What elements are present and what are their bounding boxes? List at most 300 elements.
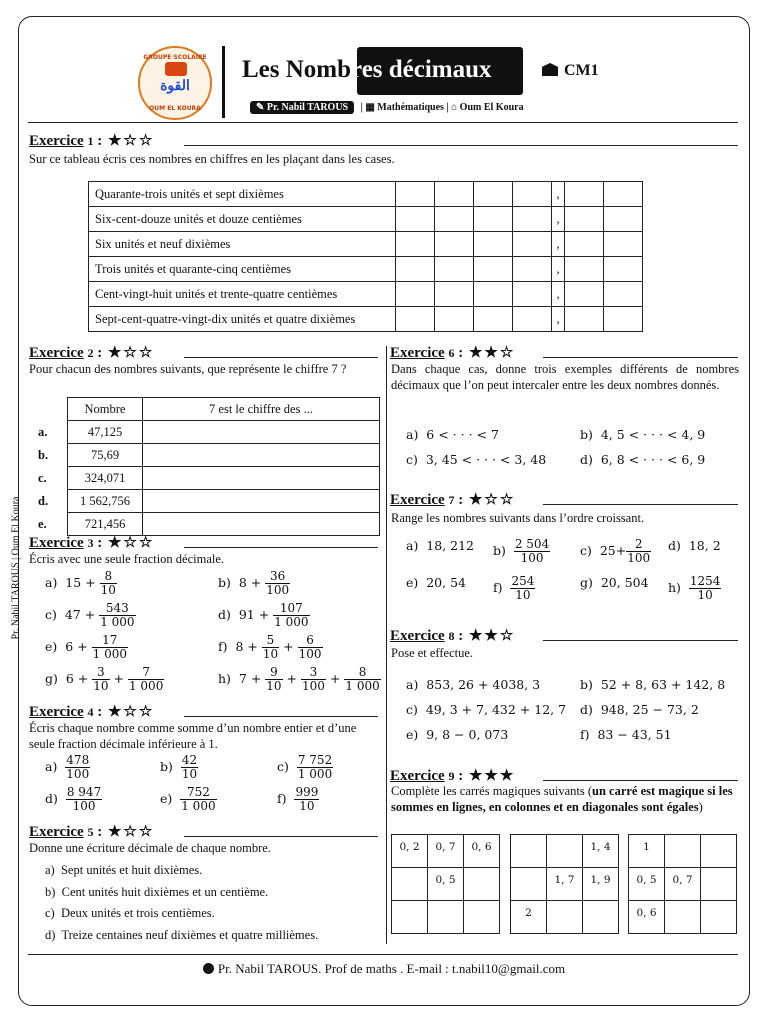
item-label: b)	[493, 543, 506, 558]
square-cell: 1, 4	[583, 835, 619, 868]
numerator: 36	[270, 569, 286, 583]
digit-cell[interactable]	[513, 232, 552, 257]
item-label: g)	[580, 575, 593, 590]
fraction	[180, 786, 216, 813]
ex1-row-label: Six unités et neuf dixièmes	[89, 232, 396, 257]
ex3-item-h	[218, 666, 381, 693]
colon: :	[458, 345, 464, 361]
magic-square-3	[628, 834, 737, 934]
ex7-item-h	[668, 575, 721, 602]
ex1-row	[89, 307, 643, 332]
item-label: c)	[45, 607, 57, 622]
item-text: Cent unités huit dixièmes et un centième.	[61, 884, 269, 899]
digit-cell[interactable]	[565, 257, 604, 282]
fraction	[265, 570, 290, 597]
star-full-icon: ★	[468, 345, 483, 361]
ex9-instruction	[391, 784, 739, 815]
colon: :	[458, 492, 464, 508]
digit-cell[interactable]	[435, 307, 474, 332]
item-expression: 853, 26 + 4038, 3	[426, 677, 541, 692]
ex7-item-a	[406, 538, 474, 553]
author-pill: ✎ Pr. Nabil TAROUS	[250, 101, 354, 114]
item-label: g)	[45, 671, 58, 686]
row-letter: d.	[38, 493, 49, 508]
item-expression: 948, 25 − 73, 2	[600, 702, 699, 717]
ex1-row-label: Quarante-trois unités et sept dixièmes	[89, 182, 396, 207]
item-label: c)	[277, 759, 289, 774]
item-expression: 6, 8 < · · · < 6, 9	[600, 452, 706, 467]
numerator: 752	[186, 785, 210, 799]
ex8-item	[406, 727, 508, 742]
integer-part: 7 +	[238, 671, 262, 686]
square-row	[392, 835, 500, 868]
ex3-item-d	[218, 602, 310, 629]
item-label: c)	[580, 543, 592, 558]
fraction	[297, 754, 333, 781]
ex3-heading	[29, 533, 152, 552]
digit-cell[interactable]	[513, 307, 552, 332]
item-label: d)	[668, 538, 681, 553]
item-label: a)	[45, 575, 58, 590]
item-label: d)	[580, 702, 593, 717]
denominator: 100	[298, 647, 322, 661]
row-letter: a.	[38, 424, 48, 439]
plus-sign: +	[283, 639, 294, 654]
item-label: d)	[45, 927, 56, 942]
digit-cell[interactable]	[565, 232, 604, 257]
square-cell-empty[interactable]	[392, 901, 428, 934]
ex2-table	[28, 397, 380, 536]
star-empty-icon: ☆	[138, 535, 153, 551]
digit-cell[interactable]	[565, 282, 604, 307]
ex4-number: 4	[87, 705, 94, 719]
row-letter: e.	[38, 516, 47, 531]
ex8-item	[406, 677, 540, 692]
item-label: c)	[406, 452, 418, 467]
item-label: h)	[668, 580, 681, 595]
denominator: 10	[266, 679, 282, 693]
digit-cell[interactable]	[474, 182, 513, 207]
numerator: 8	[358, 665, 367, 679]
ex8-word: Exercice	[390, 628, 445, 644]
logo-top-text: GROUPE SCOLAIRE	[143, 54, 207, 61]
fraction	[92, 666, 109, 693]
ex3-rule	[184, 547, 378, 548]
column-divider	[386, 346, 387, 944]
col-header-desc: 7 est le chiffre des ...	[143, 398, 380, 421]
denominator: 1 000	[274, 615, 309, 629]
item-label: a)	[45, 759, 58, 774]
ex6-item	[580, 452, 705, 467]
ex8-number: 8	[448, 629, 455, 643]
ex9-word: Exercice	[390, 768, 445, 784]
digit-cell[interactable]	[435, 257, 474, 282]
item-label: h)	[218, 671, 231, 686]
square-cell: 0, 6	[464, 835, 500, 868]
fraction	[344, 666, 380, 693]
denominator: 1 000	[345, 679, 380, 693]
denominator: 100	[266, 583, 290, 597]
square-cell-empty[interactable]	[701, 901, 737, 934]
ex7-instruction: Range les nombres suivants dans l’ordre croissant.	[391, 511, 645, 525]
side-label	[6, 462, 26, 674]
star-empty-icon: ☆	[123, 535, 137, 551]
magic-square-1	[391, 834, 500, 934]
ex7-heading	[390, 490, 513, 509]
integer-part: 8 +	[238, 575, 262, 590]
colon: :	[97, 535, 103, 551]
instruction-bold: un carré est magique si les sommes en lignes, en colonnes et en diagonales sont égales	[391, 784, 733, 814]
star-empty-icon: ☆	[123, 133, 137, 149]
item-expression: 4, 5 < · · · < 4, 9	[600, 427, 706, 442]
digit-cell[interactable]	[435, 232, 474, 257]
digit-cell[interactable]	[396, 257, 435, 282]
comma-cell: ,	[552, 182, 565, 207]
level-text: CM1	[564, 62, 599, 79]
plus-sign: +	[329, 671, 341, 686]
denominator: 100	[627, 551, 651, 565]
logo-bottom-text: OUM EL KOURA	[149, 105, 201, 112]
square-cell-empty[interactable]	[511, 835, 547, 868]
fraction	[262, 634, 279, 661]
digit-cell[interactable]	[396, 207, 435, 232]
ex4-heading	[29, 702, 152, 721]
calculator-icon: ▦	[365, 102, 375, 113]
ex3-word: Exercice	[29, 535, 84, 551]
reader-icon	[542, 63, 558, 76]
item-label: d)	[218, 607, 231, 622]
page-title	[242, 56, 492, 84]
item-label: f)	[493, 580, 503, 595]
integer-part: 6 +	[65, 671, 89, 686]
ex1-row-label: Trois unités et quarante-cinq centièmes	[89, 257, 396, 282]
digit-cell[interactable]	[474, 257, 513, 282]
star-full-icon: ★	[107, 824, 122, 840]
ex3-instruction: Écris avec une seule fraction décimale.	[29, 552, 225, 566]
square-cell-empty[interactable]	[511, 868, 547, 901]
denominator: 10	[262, 647, 279, 661]
answer-cell[interactable]	[143, 467, 380, 490]
denominator: 10	[294, 799, 319, 813]
denominator: 10	[689, 588, 722, 602]
magic-square-2	[510, 834, 619, 934]
ex2-header-row	[28, 398, 380, 421]
ex1-row	[89, 207, 643, 232]
fraction	[273, 602, 309, 629]
colon: :	[97, 133, 103, 149]
square-cell-empty[interactable]	[701, 835, 737, 868]
digit-cell[interactable]	[435, 207, 474, 232]
ex1-row	[89, 182, 643, 207]
ex4-item	[45, 754, 90, 781]
item-label: e)	[160, 791, 173, 806]
school-text: Oum El Koura	[459, 102, 524, 113]
item-label: a)	[45, 863, 55, 877]
digit-cell[interactable]	[513, 257, 552, 282]
plus-sign: +	[286, 671, 298, 686]
fraction	[689, 575, 722, 602]
ex1-row-label: Six-cent-douze unités et douze centièmes	[89, 207, 396, 232]
item-label: a)	[406, 538, 419, 553]
square-cell-empty[interactable]	[665, 835, 701, 868]
row-letter: c.	[38, 470, 47, 485]
item-label: f)	[218, 639, 228, 654]
ex4-instruction: Écris chaque nombre comme somme d’un nombre entier et d’une seule fraction décimale inférieure à 1.	[29, 721, 357, 751]
ex3-item-g	[45, 666, 164, 693]
value: 18, 2	[688, 538, 721, 553]
ex8-heading	[390, 626, 513, 645]
digit-cell[interactable]	[565, 307, 604, 332]
ex7-item-c	[580, 538, 651, 565]
digit-cell[interactable]	[513, 207, 552, 232]
digit-cell[interactable]	[513, 282, 552, 307]
fraction	[294, 786, 319, 813]
ex2-row	[28, 444, 380, 467]
square-cell-empty[interactable]	[583, 901, 619, 934]
separator: |	[360, 102, 363, 113]
numerator: 3	[309, 665, 318, 679]
denominator: 1 000	[297, 767, 333, 781]
colon: :	[97, 345, 103, 361]
item-label: b)	[45, 884, 56, 899]
item-label: e)	[406, 575, 419, 590]
numerator: 3	[97, 665, 105, 679]
numerator: 5	[266, 633, 275, 647]
digit-cell[interactable]	[604, 307, 643, 332]
digit-cell[interactable]	[474, 207, 513, 232]
fraction	[298, 634, 323, 661]
square-cell-empty[interactable]	[428, 901, 464, 934]
ex1-instruction: Sur ce tableau écris ces nombres en chiffres en les plaçant dans les cases.	[29, 152, 395, 166]
row-number: 324,071	[68, 467, 143, 490]
denominator: 100	[66, 767, 90, 781]
ex4-item	[277, 754, 333, 781]
square-cell-empty[interactable]	[701, 868, 737, 901]
square-cell-empty[interactable]	[547, 835, 583, 868]
numerator: 17	[102, 633, 118, 647]
answer-cell[interactable]	[143, 444, 380, 467]
fraction	[510, 575, 535, 602]
digit-cell[interactable]	[435, 282, 474, 307]
digit-cell[interactable]	[604, 232, 643, 257]
ex1-table	[88, 181, 643, 332]
ex5-heading	[29, 822, 152, 841]
denominator: 1 000	[100, 615, 135, 629]
fraction	[100, 570, 117, 597]
item-label: d)	[45, 791, 58, 806]
ex4-item	[45, 786, 102, 813]
numerator: 543	[105, 601, 129, 615]
square-row	[629, 868, 737, 901]
ex1-word: Exercice	[29, 133, 84, 149]
denominator: 100	[302, 679, 325, 693]
digit-cell[interactable]	[396, 182, 435, 207]
star-empty-icon: ☆	[138, 345, 153, 361]
fraction	[65, 754, 90, 781]
value: 20, 54	[426, 575, 466, 590]
integer-part: 8 +	[235, 639, 258, 654]
digit-cell[interactable]	[396, 307, 435, 332]
ex4-word: Exercice	[29, 704, 84, 720]
copyright-icon	[203, 963, 214, 974]
ex2-rule	[184, 357, 378, 358]
col-header-nombre: Nombre	[68, 398, 143, 421]
star-empty-icon: ☆	[138, 824, 153, 840]
item-expression: 6 < · · · < 7	[426, 427, 499, 442]
item-label: b)	[580, 677, 593, 692]
integer-part: 15 +	[65, 575, 96, 590]
ex3-number: 3	[87, 536, 94, 550]
ex2-row	[28, 490, 380, 513]
level-badge	[542, 62, 599, 80]
digit-cell[interactable]	[604, 207, 643, 232]
side-label-text: Pr. Nabil TAROUS | Oum El Koura	[10, 496, 22, 640]
answer-cell[interactable]	[143, 421, 380, 444]
star-full-icon: ★	[468, 628, 483, 644]
fraction	[128, 666, 164, 693]
school-logo	[138, 46, 212, 120]
integer-part: 25+	[599, 543, 627, 558]
item-expression: 9, 8 − 0, 073	[426, 727, 509, 742]
digit-cell[interactable]	[474, 232, 513, 257]
row-number: 75,69	[68, 444, 143, 467]
denominator: 10	[93, 679, 109, 693]
item-label: c)	[45, 906, 55, 920]
digit-cell[interactable]	[565, 182, 604, 207]
star-empty-icon: ☆	[123, 345, 137, 361]
ex5-item	[45, 927, 318, 943]
answer-cell[interactable]	[143, 490, 380, 513]
ex2-word: Exercice	[29, 345, 84, 361]
star-full-icon: ★	[468, 492, 483, 508]
square-row	[629, 835, 737, 868]
square-cell-empty[interactable]	[665, 901, 701, 934]
ex8-rule	[543, 640, 738, 641]
square-row	[392, 901, 500, 934]
square-row	[511, 835, 619, 868]
ex5-word: Exercice	[29, 824, 84, 840]
square-cell: 0, 6	[629, 901, 665, 934]
star-full-icon: ★	[107, 133, 122, 149]
ex5-item	[45, 862, 202, 878]
ex6-instruction: Dans chaque cas, donne trois exemples différents de nombres décimaux que l’on peut intercaler entre les deux nombres donnés.	[391, 362, 739, 392]
digit-cell[interactable]	[565, 207, 604, 232]
denominator: 1 000	[92, 647, 127, 661]
digit-cell[interactable]	[474, 282, 513, 307]
ex8-instruction: Pose et effectue.	[391, 646, 474, 660]
denominator: 100	[66, 799, 102, 813]
value: 20, 504	[600, 575, 649, 590]
digit-cell[interactable]	[604, 257, 643, 282]
star-empty-icon: ☆	[123, 824, 137, 840]
item-label: b)	[580, 427, 593, 442]
fraction	[66, 786, 102, 813]
ex8-item	[406, 702, 566, 717]
square-cell-empty[interactable]	[464, 868, 500, 901]
digit-cell[interactable]	[604, 282, 643, 307]
ex9-number: 9	[448, 769, 455, 783]
ex5-rule	[184, 836, 378, 837]
ex7-item-e	[406, 575, 466, 590]
item-expression: 49, 3 + 7, 432 + 12, 7	[425, 702, 567, 717]
ex1-row	[89, 232, 643, 257]
colon: :	[458, 768, 464, 784]
ex6-word: Exercice	[390, 345, 445, 361]
ex2-row	[28, 467, 380, 490]
star-full-icon: ★	[499, 768, 514, 784]
answer-cell[interactable]	[143, 513, 380, 536]
title-part-2: res décimaux	[351, 56, 492, 83]
fraction	[301, 666, 326, 693]
numerator: 2 504	[514, 537, 550, 551]
instruction-text: Complète les carrés magiques suivants (	[391, 784, 592, 798]
ex1-heading	[29, 131, 152, 150]
integer-part: 47 +	[64, 607, 96, 622]
square-cell-empty[interactable]	[392, 868, 428, 901]
denominator: 1 000	[181, 799, 216, 813]
ex1-row-label: Sept-cent-quatre-vingt-dix unités et quatre dixièmes	[89, 307, 396, 332]
ex3-item-e	[45, 634, 128, 661]
school-icon: ⌂	[451, 102, 458, 113]
digit-cell[interactable]	[604, 182, 643, 207]
ex7-item-f	[493, 575, 535, 602]
ex5-item	[45, 884, 268, 900]
row-number: 1 562,756	[68, 490, 143, 513]
ex1-row-label: Cent-vingt-huit unités et trente-quatre centièmes	[89, 282, 396, 307]
numerator: 1254	[689, 574, 721, 588]
footer	[0, 961, 768, 977]
subject-text: Mathématiques	[377, 102, 444, 113]
digit-cell[interactable]	[513, 182, 552, 207]
ex4-item	[160, 754, 198, 781]
ex6-heading	[390, 343, 513, 362]
ex2-heading	[29, 343, 152, 362]
footer-text: Pr. Nabil TAROUS. Prof de maths . E-mail : t.nabil10@gmail.com	[217, 961, 566, 976]
square-row	[629, 901, 737, 934]
ex3-item-f	[218, 634, 323, 661]
comma-cell: ,	[552, 232, 565, 257]
fraction	[626, 538, 651, 565]
ex7-item-g	[580, 575, 649, 590]
digit-cell[interactable]	[396, 282, 435, 307]
numerator: 7	[142, 665, 150, 679]
digit-cell[interactable]	[474, 307, 513, 332]
colon: :	[458, 628, 464, 644]
item-label: a)	[406, 677, 419, 692]
ex2-instruction: Pour chacun des nombres suivants, que représente le chiffre 7 ?	[29, 362, 347, 376]
square-cell-empty[interactable]	[547, 901, 583, 934]
digit-cell[interactable]	[435, 182, 474, 207]
ex1-row	[89, 282, 643, 307]
square-cell-empty[interactable]	[464, 901, 500, 934]
ex6-item	[406, 452, 546, 467]
square-cell: 0, 2	[392, 835, 428, 868]
integer-part: 6 +	[65, 639, 88, 654]
digit-cell[interactable]	[396, 232, 435, 257]
item-label: b)	[218, 575, 231, 590]
row-number: 47,125	[68, 421, 143, 444]
comma-cell: ,	[552, 282, 565, 307]
comma-cell: ,	[552, 257, 565, 282]
fraction	[99, 602, 135, 629]
ex2-number: 2	[87, 346, 94, 360]
star-empty-icon: ☆	[123, 704, 137, 720]
square-row	[511, 901, 619, 934]
title-part-1: Les Nomb	[242, 56, 352, 83]
ex3-item-a	[45, 570, 117, 597]
ex1-rule	[184, 145, 738, 146]
item-label: e)	[45, 639, 58, 654]
